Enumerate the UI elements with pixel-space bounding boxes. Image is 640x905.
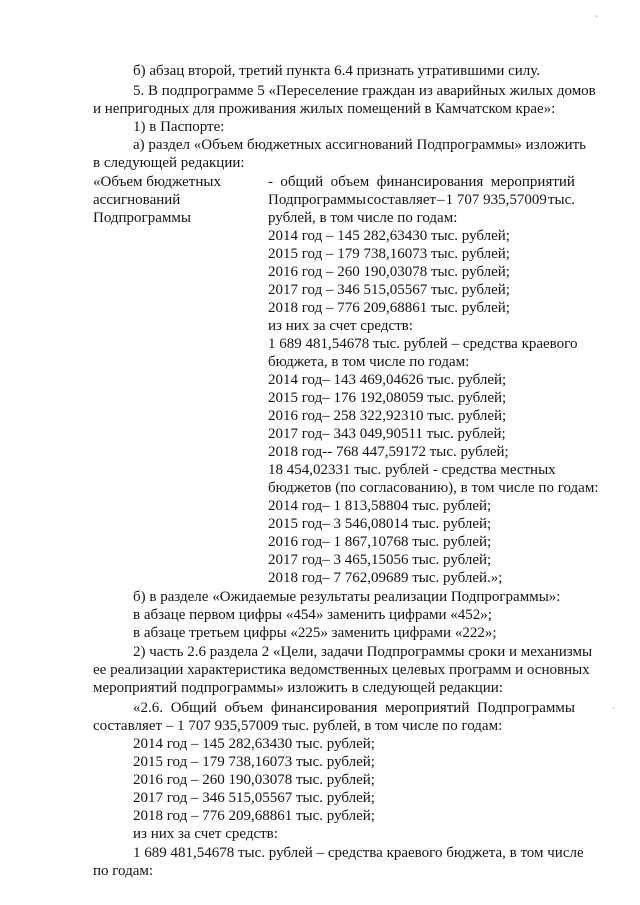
table-right-line: рублей, в том числе по годам: [268,210,458,226]
text-line-2-6 [133,699,575,717]
table-right-line: 2015 год– 176 192,08059 тыс. рублей; [268,390,507,406]
word: 1 707 935,57009 [445,192,547,208]
table-right-line-2 [268,191,575,209]
table-right-line-1 [268,173,575,191]
text-line: 2) часть 2.6 раздела 2 «Цели, задачи Подпрограммы сроки и механизмы [133,644,593,660]
text-line-1: б) абзац второй, третий пункта 6.4 признать утратившими силу. [133,63,541,79]
word: мероприятий [385,700,470,716]
table-right-line: 18 454,02331 тыс. рублей - средства местных [268,462,556,478]
table-right-line: 2014 год– 1 813,58804 тыс. рублей; [268,498,492,514]
text-line: мероприятий подпрограммы» изложить в следующей редакции: [93,680,503,696]
word: составляет [366,192,437,208]
word: - [268,174,273,190]
table-right-line: 2018 год-- 768 447,59172 тыс. рублей; [268,444,509,460]
text-line: 2017 год – 346 515,05567 тыс. рублей; [133,790,375,806]
table-right-line: 2016 год– 1 867,10768 тыс. рублей; [268,534,492,550]
text-line-5 [133,136,587,154]
scan-artifact-mark: ' [596,14,598,24]
word: «2.6. [133,700,163,716]
word: Подпрограммы [268,192,366,208]
table-right-line: 2014 год – 145 282,63430 тыс. рублей; [268,228,510,244]
text-line: из них за счет средств: [133,826,278,842]
text-line-5-content: а) раздел «Объем бюджетных ассигнований Подпрограммы» изложить [133,137,587,153]
text-line-4: 1) в Паспорте: [133,119,225,135]
word: мероприятий [490,174,575,190]
table-right-line: 1 689 481,54678 тыс. рублей – средства краевого [268,336,578,352]
table-left-label-2: ассигнований [93,192,181,208]
table-left-label-1: «Объем бюджетных [93,174,221,190]
table-right-line: из них за счет средств: [268,318,413,334]
table-right-line: 2014 год– 143 469,04626 тыс. рублей; [268,372,507,388]
table-right-line: 2018 год– 7 762,09689 тыс. рублей.»; [268,570,503,586]
table-right-line: 2018 год – 776 209,68861 тыс. рублей; [268,300,510,316]
word: – [437,192,445,208]
text-line: в абзаце первом цифры «454» заменить цифрами «452»; [133,607,492,623]
table-right-line: 2017 год – 346 515,05567 тыс. рублей; [268,282,510,298]
text-line-6: в следующей редакции: [93,155,245,171]
text-line: по годам: [93,863,154,879]
table-right-line: 2017 год– 3 465,15056 тыс. рублей; [268,552,492,568]
word: общий [280,174,324,190]
scan-artifact-dot: · [612,703,615,713]
word: объем [224,700,264,716]
text-line: 2016 год – 260 190,03078 тыс. рублей; [133,772,375,788]
word: тыс. [547,192,575,208]
word: финансирования [270,700,378,716]
text-line: 2014 год – 145 282,63430 тыс. рублей; [133,736,375,752]
text-line: 2015 год – 179 738,16073 тыс. рублей; [133,754,375,770]
table-right-line: бюджетов (по согласованию), в том числе по годам: [268,480,599,496]
text-line-2: 5. В подпрограмме 5 «Переселение граждан из аварийных жилых домов [133,83,596,99]
word: объем [330,174,370,190]
table-right-line: бюджета, в том числе по годам: [268,354,470,370]
text-line: 1 689 481,54678 тыс. рублей – средства краевого бюджета, в том числе [133,845,584,861]
text-line: составляет – 1 707 935,57009 тыс. рублей, в том числе по годам: [93,718,503,734]
table-right-line: 2015 год – 179 738,16073 тыс. рублей; [268,246,510,262]
table-right-line: 2017 год– 343 049,90511 тыс. рублей; [268,426,506,442]
word: Общий [170,700,217,716]
text-line: в абзаце третьем цифры «225» заменить цифрами «222»; [133,625,497,641]
table-right-line: 2016 год – 260 190,03078 тыс. рублей; [268,264,510,280]
text-line: 2018 год – 776 209,68861 тыс. рублей; [133,808,375,824]
table-left-label-3: Подпрограммы [93,210,191,226]
word: Подпрограммы [477,700,575,716]
text-line: б) в разделе «Ожидаемые результаты реализации Подпрограммы»: [133,589,561,605]
text-line: ее реализации характеристика ведомственных целевых программ и основных [93,662,590,678]
word: финансирования [376,174,484,190]
text-line-3: и непригодных для проживания жилых помещений в Камчатском крае»: [93,101,556,117]
table-right-line: 2015 год– 3 546,08014 тыс. рублей; [268,516,492,532]
table-right-line: 2016 год– 258 322,92310 тыс. рублей; [268,408,507,424]
